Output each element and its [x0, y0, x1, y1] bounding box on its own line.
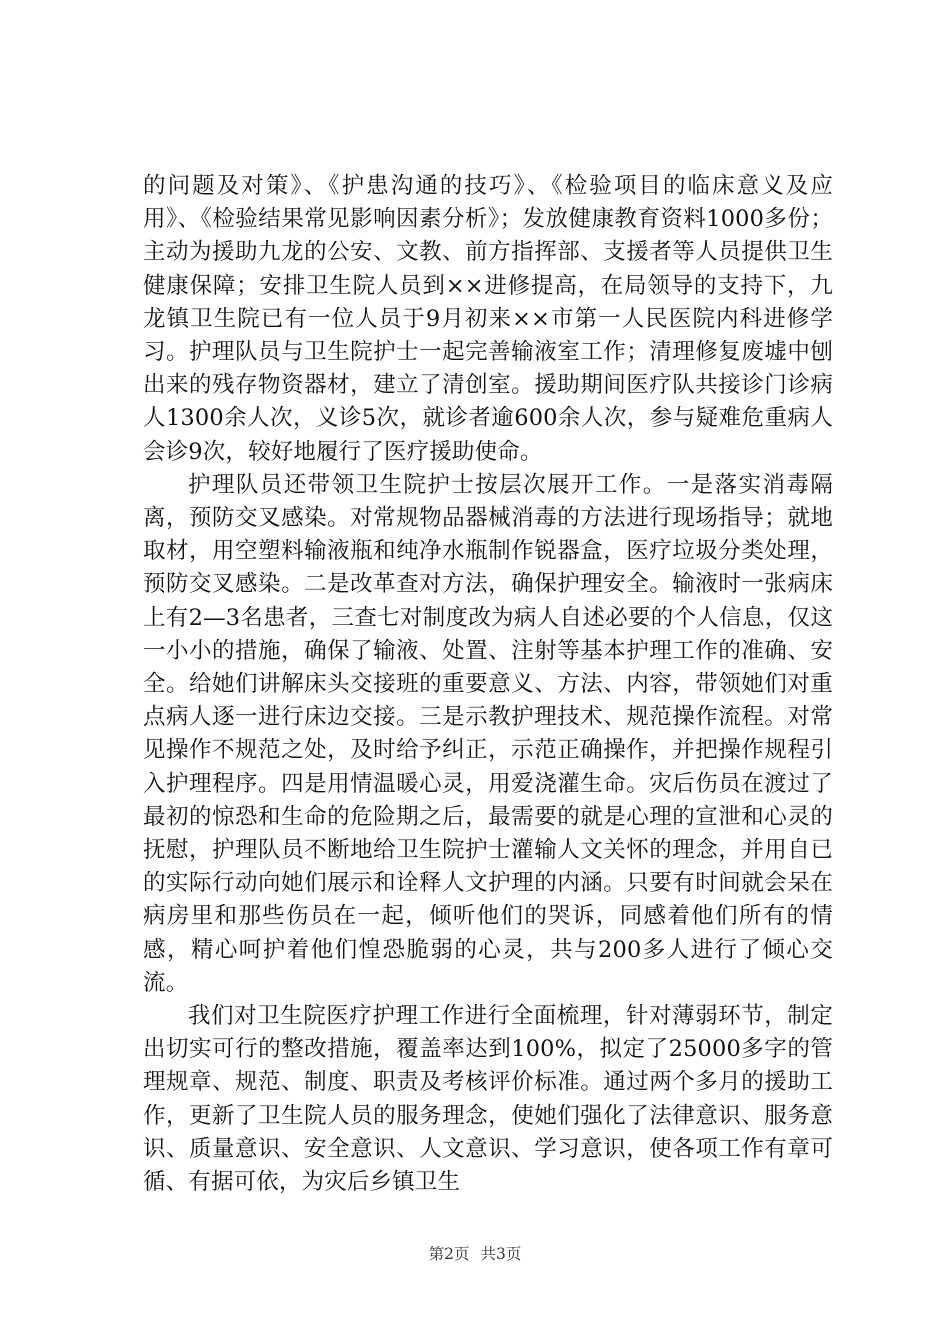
page-number: 第2页: [428, 1245, 470, 1263]
paragraph-3: 我们对卫生院医疗护理工作进行全面梳理，针对薄弱环节，制定出切实可行的整改措施，覆盖率达到100%，拟定了25000多字的管理规章、规范、制度、职责及考核评价标准。通过两个多月的援助工作，更新了卫生院人员的服务理念，使她们强化了法律意识、服务意识、质量意识、安全意识、人文意识、学习意识，使各项工作有章可循、有据可依，为灾后乡镇卫生: [143, 1003, 833, 1196]
page-total: 共3页: [480, 1245, 522, 1263]
paragraph-1: 的问题及对策》、《护患沟通的技巧》、《检验项目的临床意义及应用》、《检验结果常见影响因素分析》；发放健康教育资料1000多份；主动为援助九龙的公安、文教、前方指挥部、支援者等人员提供卫生健康保障；安排卫生院人员到××进修提高，在局领导的支持下，九龙镇卫生院已有一位人员于9月初来××市第一人民医院内科进修学习。护理队员与卫生院护士一起完善输液室工作；清理修复废墟中刨出来的残存物资器材，建立了清创室。援助期间医疗队共接诊门诊病人1300余人次，义诊5次，就诊者逾600余人次，参与疑难危重病人会诊9次，较好地履行了医疗援助使命。: [143, 173, 833, 465]
document-body: [143, 170, 833, 1199]
page-footer: [0, 1242, 950, 1264]
paragraph-2: 护理队员还带领卫生院护士按层次展开工作。一是落实消毒隔离，预防交叉感染。对常规物品器械消毒的方法进行现场指导；就地取材，用空塑料输液瓶和纯净水瓶制作锐器盒，医疗垃圾分类处理，预防交叉感染。二是改革查对方法，确保护理安全。输液时一张病床上有2—3名患者，三查七对制度改为病人自述必要的个人信息，仅这一小小的措施，确保了输液、处置、注射等基本护理工作的准确、安全。给她们讲解床头交接班的重要意义、方法、内容，带领她们对重点病人逐一进行床边交接。三是示教护理技术、规范操作流程。对常见操作不规范之处，及时给予纠正，示范正确操作，并把操作规程引入护理程序。四是用情温暖心灵，用爱浇灌生命。灾后伤员在渡过了最初的惊恐和生命的危险期之后，最需要的就是心理的宣泄和心灵的抚慰，护理队员不断地给卫生院护士灌输人文关怀的理念，并用自已的实际行动向她们展示和诠释人文护理的内涵。只要有时间就会呆在病房里和那些伤员在一起，倾听他们的哭诉，同感着他们所有的情感，精心呵护着他们惶恐脆弱的心灵，共与200多人进行了倾心交流。: [143, 471, 833, 996]
